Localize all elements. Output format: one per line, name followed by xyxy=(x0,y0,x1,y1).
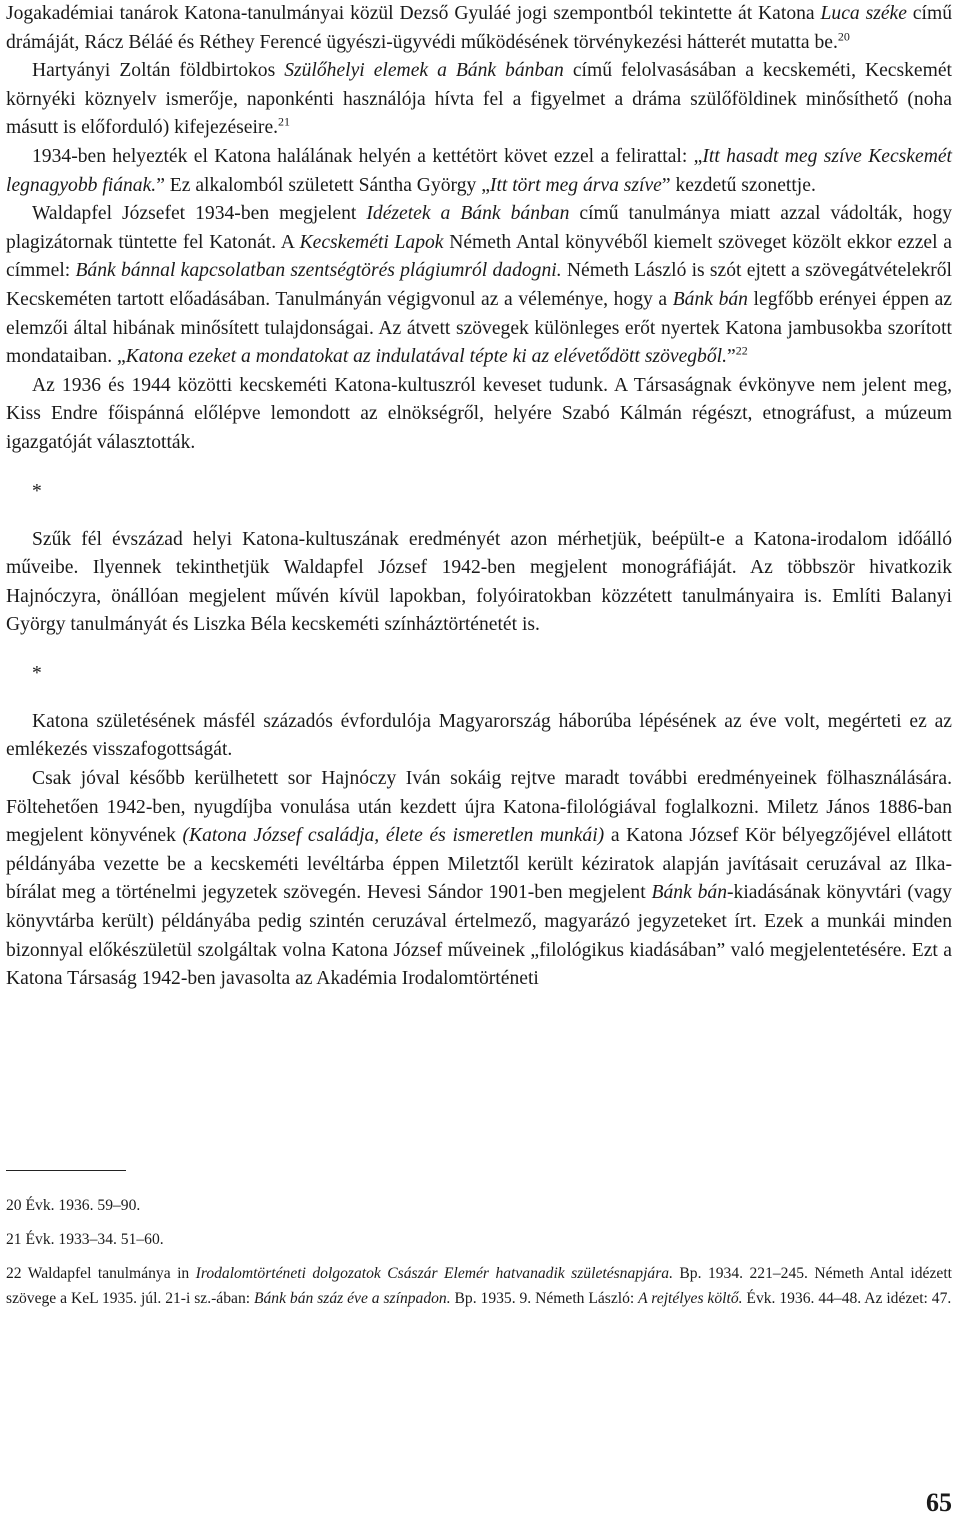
text-run: Németh László is szót ejtett a szövegátvételekről Kecskeméten tartott előadásában. Tanulmányán végigvonul az a véleménye, hogy a xyxy=(6,260,952,310)
italic-text: Luca széke xyxy=(820,3,907,24)
italic-text: Bánk bánnal kapcsolatban szentségtörés plágiumról dadogni. xyxy=(75,260,562,282)
text-run: a Katona József Kör bélyegzőjével ellátott példányába vezette be a kecskeméti levéltárba éppen Miletztől került kéziratok alapján javításait ceruzával az Ilka-bírálat meg a történelmi jegyzetek szövegén. Hevesi Sándor 1901-ben megjelent xyxy=(6,825,952,904)
footnote-ref: 20 xyxy=(837,29,850,44)
italic-text: Szülőhelyi elemek a Bánk bánban xyxy=(284,60,564,82)
italic-text: Katona ezeket a mondatokat az indulatával tépte ki az elévetődött szövegből. xyxy=(125,346,727,368)
text-run: Hartyányi Zoltán földbirtokos xyxy=(32,60,285,82)
text-run: című tanulmánya miatt azzal vádolták, hogy plagizátornak tüntette fel Katonát. A xyxy=(6,203,953,253)
text-run: Az 1936 és 1944 közötti kecskeméti Katona-kultuszról keveset tudunk. A Társaságnak évkönyve nem jelent meg, Kiss Endre főispánná előlépve lemondott az elnökségről, helyére Szabó Kálmán régészt, etnográfust, a múzeum igazgatóját választották. xyxy=(6,374,952,453)
paragraph xyxy=(6,200,952,372)
footnote-ref: 21 xyxy=(278,114,291,129)
paragraph xyxy=(6,143,952,200)
italic-text: Irodalomtörténeti dolgozatok Császár Elemér hatvanadik születésnapjára. xyxy=(195,1265,673,1282)
paragraph xyxy=(6,708,952,765)
text-run: 1934-ben helyezték el Katona halálának helyén a kettétört követ ezzel a felirattal: „ xyxy=(32,145,703,167)
italic-text: Itt hasadt meg szíve Kecskemét legnagyobb fiának. xyxy=(6,145,952,196)
text-run: 22 Waldapfel tanulmánya in xyxy=(6,1265,196,1282)
paragraph xyxy=(6,372,952,458)
page-number: 65 xyxy=(926,1488,952,1517)
text-run: Jogakadémiai tanárok Katona-tanulmányai közül Dezső Gyuláé jogi szempontból tekintette át Katona xyxy=(6,3,821,24)
footnote-separator xyxy=(6,1170,126,1171)
text-run: -kiadásának könyvtári (vagy könyvtárba került) példányába pedig szintén ceruzával értelmező, magyarázó jegyzeteket írt. Ezek a munkái minden bizonnyal előkészületül szolgáltak volna Katona József műveinek „filológikus kiadásában” való megjelentetésére. Ezt a Katona Társaság 1942-ben javasolta az Akadémia Irodalomtörténeti xyxy=(6,882,952,990)
text-run: ” Ez alkalomból született Sántha György „ xyxy=(156,174,490,196)
text-run: Németh Antal könyvéből kiemelt szöveget közölt ekkor ezzel a címmel: xyxy=(6,231,952,282)
paragraph xyxy=(6,0,952,57)
book-page xyxy=(6,0,953,1517)
text-run: ” xyxy=(727,346,736,368)
text-run: Csak jóval később kerülhetett sor Hajnóczy Iván sokáig rejtve maradt további eredményeinek fölhasználására. Föltehetően 1942-ben, nyugdíjba vonulása után kezdett újra Katona-filológiával foglalkozni. Miletz János 1886-ban megjelent könyvének xyxy=(6,768,952,847)
footnote xyxy=(6,1193,952,1218)
footnotes xyxy=(6,1193,952,1320)
italic-text: Kecskeméti Lapok xyxy=(299,231,444,253)
footnote xyxy=(6,1261,952,1311)
text-run: ” kezdetű szonettje. xyxy=(661,174,816,196)
text-run: Évk. 1936. 44–48. Az idézet: 47. xyxy=(742,1290,952,1307)
italic-text: (Katona József családja, élete és ismeretlen munkái) xyxy=(182,825,605,847)
body-text xyxy=(6,0,952,994)
italic-text: Itt tört meg árva szíve xyxy=(489,174,662,196)
paragraph xyxy=(6,765,952,994)
section-separator: * xyxy=(32,480,42,502)
text-run: legfőbb erényei éppen az elemzői által hibának minősített tulajdonságai. Az átvett szövegek különleges erőt nyertek Katona jambusokba szorított mondataiban. „ xyxy=(6,288,952,368)
text-run: Bp. 1935. 9. Németh László: xyxy=(450,1290,639,1307)
footnote-ref: 22 xyxy=(735,343,748,358)
text-run: 20 Évk. 1936. 59–90. xyxy=(6,1197,141,1214)
text-run: Bp. 1934. 221–245. Németh Antal idézett szövege a KeL 1935. júl. 21-i sz.-ában: xyxy=(6,1265,952,1307)
text-run: Waldapfel Józsefet 1934-ben megjelent xyxy=(32,203,367,225)
italic-text: Bánk bán xyxy=(651,882,728,904)
section-separator: * xyxy=(32,662,42,684)
text-run: című drámáját, Rácz Béláé és Réthey Ferencé ügyészi-ügyvédi működésének törvénykezési hátterét mutatta be. xyxy=(6,3,952,53)
footnote xyxy=(6,1227,952,1252)
italic-text: Bánk bán xyxy=(672,288,748,310)
paragraph xyxy=(6,57,952,143)
text-run: 21 Évk. 1933–34. 51–60. xyxy=(6,1231,164,1248)
text-run: Katona születésének másfél századós évfordulója Magyarország háborúba lépésének az éve volt, megérteti ez az emlékezés visszafogottságát. xyxy=(6,710,952,761)
text-run: című felolvasásában a kecskeméti, Kecskemét környéki köznyelv ismerője, naponkénti használója hívta fel a figyelmet a dráma szülőföldinek minősíthető (noha másutt is előforduló) kifejezéseire. xyxy=(6,60,952,139)
italic-text: Bánk bán száz éve a színpadon. xyxy=(253,1290,451,1307)
italic-text: A rejtélyes költő. xyxy=(638,1290,743,1307)
italic-text: Idézetek a Bánk bánban xyxy=(366,203,570,225)
paragraph xyxy=(6,526,952,640)
text-run: Szűk fél évszázad helyi Katona-kultuszának eredményét azon mérhetjük, beépült-e a Katona-irodalom időálló műveibe. Ilyennek tekinthetjük Waldapfel József 1942-ben megjelent monográfiáját. Az többször hivatkozik Hajnóczyra, önállóan megjelent művén kívül lapokban, folyóiratokban közzétett tanulmányaira is. Említi Balanyi György tanulmányát és Liszka Béla kecskeméti színháztörténetét is. xyxy=(6,528,952,636)
